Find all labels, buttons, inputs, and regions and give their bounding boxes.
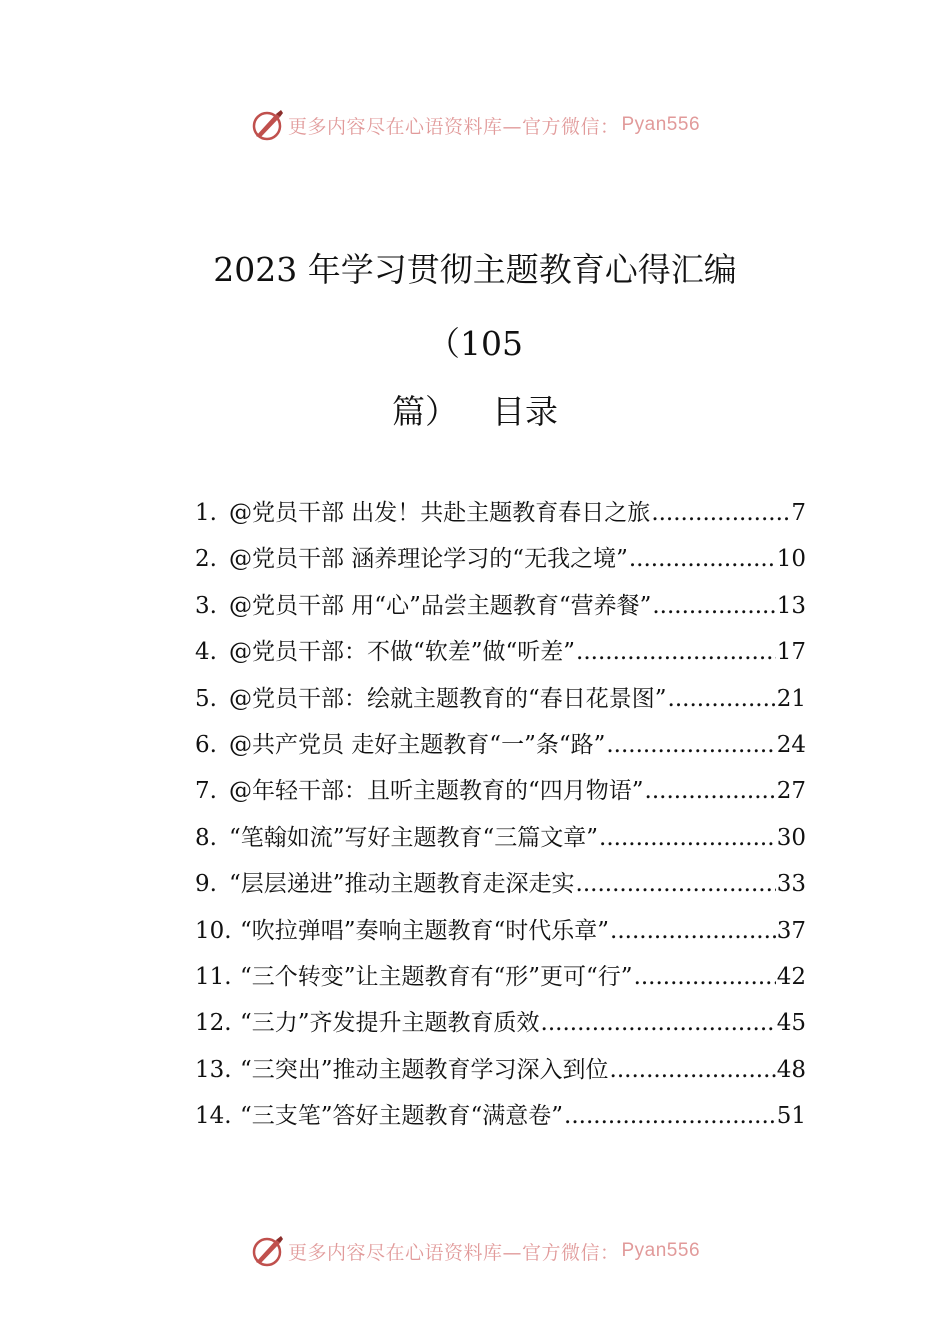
toc-item-page: 42: [776, 963, 806, 990]
toc-item-page: 51: [776, 1103, 806, 1130]
table-of-contents: [195, 494, 806, 1143]
toc-item-number: 6.: [195, 731, 217, 758]
toc-item-number: 5.: [195, 685, 217, 712]
toc-item-title: @共产党员 走好主题教育“一”条“路”: [229, 731, 606, 758]
toc-leader-dots: [668, 686, 776, 712]
toc-item[interactable]: [195, 494, 806, 540]
toc-item-title: @党员干部 用“心”品尝主题教育“营养餐”: [229, 592, 652, 619]
toc-item-title: “层层递进”推动主题教育走深走实: [229, 871, 575, 898]
toc-item-page: 10: [776, 546, 806, 573]
toc-item[interactable]: [195, 587, 806, 633]
toc-item[interactable]: [195, 865, 806, 911]
toc-leader-dots: [629, 546, 776, 572]
toc-item-page: 7: [791, 500, 806, 526]
toc-item-number: 9.: [195, 871, 217, 898]
toc-leader-dots: [610, 1057, 776, 1083]
toc-item-number: 11.: [195, 963, 232, 990]
toc-item-page: 45: [776, 1010, 806, 1037]
toc-leader-dots: [634, 964, 776, 990]
toc-leader-dots: [652, 593, 775, 619]
toc-item[interactable]: [195, 1004, 806, 1050]
toc-item-page: 27: [776, 778, 806, 805]
toc-item-page: 24: [776, 731, 806, 758]
title-toc-line: [0, 386, 950, 433]
toc-item-page: 13: [776, 592, 806, 619]
toc-item[interactable]: [195, 680, 806, 726]
toc-item-title: @党员干部 涵养理论学习的“无我之境”: [229, 546, 628, 573]
toc-item[interactable]: [195, 912, 806, 958]
toc-item-title: “三力”齐发提升主题教育质效: [240, 1010, 540, 1037]
toc-item-number: 12.: [195, 1010, 232, 1037]
toc-item-page: 17: [776, 639, 806, 666]
toc-item[interactable]: [195, 819, 806, 865]
toc-item-number: 10.: [195, 917, 232, 944]
toc-item-title: “三突出”推动主题教育学习深入到位: [240, 1056, 609, 1083]
toc-item-number: 7.: [195, 778, 217, 805]
toc-item-title: “三个转变”让主题教育有“形”更可“行”: [240, 963, 633, 990]
toc-item[interactable]: [195, 958, 806, 1004]
title-count-line: [0, 318, 950, 365]
toc-item-number: 3.: [195, 592, 217, 619]
toc-item-number: 2.: [195, 546, 217, 573]
toc-leader-dots: [651, 500, 790, 526]
toc-leader-dots: [610, 918, 776, 944]
toc-leader-dots: [599, 825, 776, 851]
pen-logo-icon: [250, 108, 284, 142]
toc-leader-dots: [645, 778, 776, 804]
watermark-wechat-id: Pyan556: [621, 1240, 701, 1261]
title-count: 105: [460, 324, 523, 363]
toc-item-title: @党员干部 出发！共赴主题教育春日之旅: [229, 500, 651, 526]
footer-watermark: [0, 1234, 950, 1268]
toc-item[interactable]: [195, 772, 806, 818]
toc-item[interactable]: [195, 1051, 806, 1097]
toc-item-title: @党员干部：绘就主题教育的“春日花景图”: [229, 685, 667, 712]
toc-leader-dots: [576, 871, 776, 897]
toc-item[interactable]: [195, 633, 806, 679]
toc-leader-dots: [564, 1103, 776, 1129]
toc-item[interactable]: [195, 726, 806, 772]
toc-item[interactable]: [195, 540, 806, 586]
toc-item-page: 21: [776, 685, 806, 712]
title-articles-word: 篇）: [392, 392, 458, 431]
pen-logo-icon: [250, 1234, 284, 1268]
toc-item-title: “吹拉弹唱”奏响主题教育“时代乐章”: [240, 917, 610, 944]
toc-item-number: 13.: [195, 1056, 232, 1083]
toc-item-title: “三支笔”答好主题教育“满意卷”: [240, 1103, 564, 1130]
watermark-text: 更多内容尽在心语资料库—官方微信：: [287, 115, 620, 138]
toc-item-title: “笔翰如流”写好主题教育“三篇文章”: [229, 824, 599, 851]
toc-item-page: 37: [776, 917, 806, 944]
toc-item-number: 4.: [195, 639, 217, 666]
document-title: 2023 年学习贯彻主题教育心得汇编: [213, 250, 737, 289]
toc-item-number: 8.: [195, 824, 217, 851]
toc-item-page: 33: [776, 871, 806, 898]
toc-item-title: @年轻干部：且听主题教育的“四月物语”: [229, 778, 644, 805]
toc-leader-dots: [541, 1010, 776, 1036]
toc-item-page: 30: [776, 824, 806, 851]
toc-leader-dots: [576, 639, 776, 665]
toc-item-title: @党员干部：不做“软差”做“听差”: [229, 639, 576, 666]
toc-item[interactable]: [195, 1097, 806, 1143]
watermark-wechat-id: Pyan556: [621, 114, 701, 135]
watermark-text: 更多内容尽在心语资料库—官方微信：: [287, 1241, 620, 1264]
toc-leader-dots: [606, 732, 775, 758]
toc-heading: 目录: [492, 392, 558, 431]
toc-item-number: 14.: [195, 1103, 232, 1130]
header-watermark: [0, 108, 950, 142]
toc-item-page: 48: [776, 1056, 806, 1083]
title-open-paren: （: [427, 324, 460, 363]
toc-item-number: 1.: [195, 500, 217, 526]
